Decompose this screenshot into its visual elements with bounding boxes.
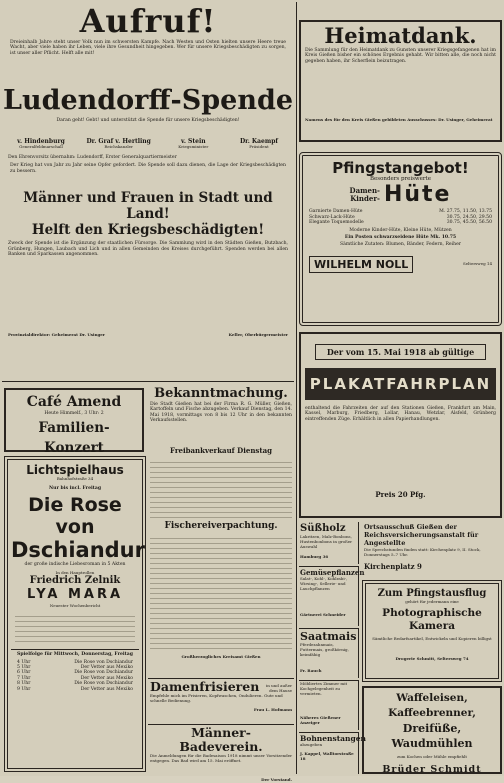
price-row (309, 220, 492, 225)
zimmer-body: Möbliertes Zimmer mit Kochgelegenheit zu vermieten. (300, 681, 348, 696)
plakat-price: Preis 20 Pfg. (375, 490, 426, 499)
schedule-title: Der Vetter aus Mexiko (80, 686, 133, 692)
footer-left: Provinzialdirektor: Geheimerat Dr. Usinger (8, 332, 105, 338)
bekannt-sign: Großherzogliches Kreisamt Gießen (181, 654, 261, 659)
zimmer-sign: Näheres Gießener Anzeiger (300, 715, 341, 725)
gemuese-sign: Gärtnerei Schneider (300, 612, 346, 617)
schedule-time: 6 Uhr (17, 670, 31, 676)
orts-addr: Kirchenplatz 9 (364, 562, 422, 571)
price-value: M. 27.75, 11.50, 13.75 (439, 209, 492, 215)
aufruf-honor: Den Ehrenvorsitz übernahm: Ludendorff, Erster Generalquartiermeister (8, 154, 177, 160)
kino-street: Bahnhofstraße 34 (56, 476, 94, 481)
saatmais-title: Saatmais (300, 630, 357, 643)
heimatdank-title: Heimatdank. (324, 23, 477, 48)
maenner-title: Männer-Badeverein. (179, 725, 263, 754)
saatmais-body: Pferdezahnmais, Futtermais, großkörnig, keimfähig (300, 642, 349, 657)
pfingst-addr: Seltersweg 14 (462, 260, 492, 266)
kino-actor-1: Friedrich Zelnik (29, 575, 121, 587)
schedule-title: Die Rose von Dschiandur (74, 670, 133, 676)
aufruf-intro: Dreieinhalb Jahre steht unser Volk nun im schwersten Kampfe. Nach Westen und Osten hielten unsere Heere treue Wacht, aber viele haben ihr Leben, viele ihre Gesundheit hingegeben. Wer für unsere Kriegsbeschädigten zu sorgen, ist unser aller Pflicht. Helft alle mit! (10, 40, 286, 56)
schedule-time: 7 Uhr (17, 675, 31, 681)
kino-title: Lichtspielhaus (26, 463, 124, 477)
damen-sub: in und außer dem Hause (265, 683, 292, 694)
orts-title: Ortsausschuß Gießen der Reichsversicherungsanstalt für Angestellte (364, 523, 479, 547)
kino-box (4, 456, 146, 772)
signer-name: Dr. Kaempf (239, 138, 278, 145)
signer-name: v. Stein (181, 138, 206, 145)
signer-3 (161, 138, 225, 150)
damen-title: Damenfrisieren (150, 679, 260, 694)
schedule-title: Die Rose von Dschiandur (74, 681, 133, 687)
cafe-info: Heute Himmelf., 3 Uhr: 2 (44, 411, 104, 416)
bohnen-sub: abzugeben (300, 742, 323, 747)
bekannt-section (148, 384, 294, 674)
schedule-time: 5 Uhr (17, 665, 31, 671)
bohnen-title: Bohnenstangen (300, 734, 366, 743)
kino-schedule (11, 658, 139, 694)
schedule-title: Die Rose von Dschiandur (74, 659, 133, 665)
gemuese-body: Salat-, Kohl-, Kohlrabi-, Wirsing-, Sellerie- und Lauchpflanzen (300, 576, 348, 591)
schedule-title: Der Vetter aus Mexiko (80, 665, 133, 671)
waffel-sub: zum Kochen oder Mühle empfiehlt (397, 754, 467, 759)
kino-film-sub: der große indische Liebesroman in 5 Akten (24, 562, 126, 568)
aufruf-title: Aufruf! (79, 2, 217, 40)
suess-section (299, 522, 359, 564)
saatmais-sign: Fr. Rauch (300, 668, 322, 673)
cafe-box (4, 388, 144, 457)
orts-section (362, 522, 502, 576)
pfingst-box (299, 152, 502, 326)
footer-right: Keller, Oberbürgermeister (228, 332, 288, 338)
aufruf-body: Zweck der Spende ist die Ergänzung der staatlichen Fürsorge. Die Sammlung wird in den Städten Gießen, Butzbach, Grünberg, Hungen, Laubach und Lich und in allen Gemeinden des Kreises durchgeführt. Spenden werden bei allen Banken und Sparkassen angenommen. (8, 241, 288, 258)
kino-actor-intro: In den Hauptrollen (55, 569, 95, 575)
bekannt-table (150, 458, 292, 518)
signer-1 (6, 138, 76, 150)
waffel-shop: Brüder Schmidt (382, 763, 482, 775)
pfingst-hats-heading (309, 184, 492, 206)
damen-body: Empfehle mich im Frisieren, Kopfwaschen, Ondulieren. Gute und schnelle Bedienung. (150, 693, 283, 703)
plakat-date-line: Der vom 15. Mai 1918 ab gültige (315, 344, 486, 360)
kino-extra: Neuester Wochenbericht (49, 603, 101, 609)
suess-addr: Hamburg 36 (300, 554, 329, 559)
damen-sign: Frau L. Hofmann (253, 707, 292, 712)
maenner-sign: Der Vorstand. (261, 777, 292, 782)
kino-film-1: Die Rose von (28, 494, 122, 539)
saatmais-section (299, 628, 359, 678)
kino-film-2: Dschiandur (11, 538, 145, 563)
aufruf-sub: Daran geht! Gebt! und unterstützt die Spende für unsere Kriegsbeschädigten! (56, 118, 240, 123)
bohnen-sign: J. Kappel, Walltorstraße 18 (300, 750, 354, 761)
plakat-box (299, 332, 502, 518)
kino-programme-lines (15, 612, 135, 646)
aufruf-text2: Der Krieg hat von Jahr zu Jahr seine Opfer gefordert. Die Spende soll dazu dienen, die Lage der Kriegsbeschädigten zu bessern. (10, 163, 286, 174)
pfingst-huete: Hüte (383, 182, 452, 208)
kamera-body: Sämtliche Bedarfsartikel, Entwickeln und Kopieren billigst (372, 635, 492, 641)
aufruf-footer (2, 333, 294, 338)
suess-body: Lakritzen, Malz-Bonbons, Hustenbonbons in großer Auswahl (300, 534, 353, 549)
suess-title: Süßholz (300, 523, 346, 534)
signer-2 (79, 138, 159, 150)
bekannt-sub1: Freibankverkauf Dienstag (169, 446, 273, 455)
gemuese-title: Gemüsepflanzen (300, 568, 365, 577)
pfingst-sub: Besonders preiswerte (370, 176, 431, 182)
pfingst-kinder: Kinder- (350, 194, 380, 204)
damen-section (148, 678, 294, 722)
kino-note: Nur bis incl. Freitag (48, 485, 102, 491)
signer-role: Kriegsminister (178, 144, 209, 149)
pfingst-offer: Ein Posten schwarzseidene Hüte Mk. 10.75 (344, 235, 457, 241)
aufruf-appeal-2: Helft den Kriegsbeschädigten! (31, 222, 265, 239)
aufruf-headline: Ludendorff-Spende (2, 85, 294, 116)
maenner-section (148, 724, 294, 782)
maenner-body: Die Anmeldungen für die Badesaison 1918 nimmt unser Vorsitzender entgegen. Das Bad wird am 15. Mai eröffnet. (150, 753, 292, 763)
plakat-title: PLAKATFAHRPLAN (305, 368, 496, 400)
signer-role: Präsident (249, 144, 269, 149)
pfingst-shop: WILHELM NOLL (309, 256, 413, 273)
pfingst-shop-line (309, 256, 492, 273)
kamera-sub: gehört für jedermann eine (405, 599, 459, 604)
signer-role: Generalfeldmarschall (19, 144, 63, 149)
kamera-box (362, 580, 502, 682)
heimatdank-box (299, 20, 502, 142)
signer-4 (228, 138, 290, 150)
signer-role: Reichskanzler (104, 144, 133, 149)
schedule-title: Der Vetter aus Mexiko (80, 675, 133, 681)
kamera-title-2: Photographische Kamera (382, 606, 482, 632)
signer-name: Dr. Graf v. Hertling (86, 138, 151, 145)
aufruf-signers (2, 132, 294, 150)
orts-body: Die Sprechstunden finden statt: Kirchenplatz 9, II. Stock, Donnerstags 5–7 Uhr. (364, 547, 481, 557)
pfingst-extra: Sämtliche Zutaten: Blumen, Bänder, Federn, Reiher (339, 242, 461, 248)
schedule-row (17, 687, 133, 692)
divider (296, 2, 297, 774)
pfingst-title: Pfingstangebot! (332, 159, 469, 177)
schedule-time: 9 Uhr (17, 686, 31, 692)
cafe-name: Café Amend (26, 394, 122, 410)
signer-name: v. Hindenburg (17, 138, 65, 145)
gemuese-section (299, 566, 365, 626)
bekannt-body: Die Stadt Gießen hat bei der Firma R. G. Müller, Gießen, Kartoffeln und Fische abzugeben. Verkauf Dienstag, den 14. Mai 1918, vormittags von 8 bis 12 Uhr in den bekannten Verkaufsstellen. (150, 402, 292, 424)
kino-actor-2: LYA MARA (26, 587, 124, 603)
pfingst-more: Moderne Kinder-Hüte, Kleine Hüte, Mützen (349, 227, 452, 233)
cafe-event: Familien-Konzert (38, 420, 110, 457)
aufruf-section (2, 2, 294, 380)
waffel-box (362, 686, 502, 774)
schedule-time: 8 Uhr (17, 681, 31, 687)
kamera-title-1: Zum Pfingstausflug (377, 588, 487, 599)
waffel-line-2: Dreifüße, Waudmühlen (391, 722, 473, 750)
price-label: Garnierte Damen-Hüte (309, 209, 363, 215)
bekannt-title: Bekanntmachung. (154, 386, 288, 401)
price-label: Schwarz-Lack-Hüte (309, 214, 355, 220)
bekannt-sub2: Fischereiverpachtung. (164, 521, 278, 531)
price-value: 30.75, 24.50, 29.50 (446, 214, 492, 220)
bekannt-body-lines (150, 534, 292, 652)
price-label: Elegante Toquemodelle (309, 220, 364, 226)
bohnen-section (299, 732, 366, 774)
waffel-line-1: Waffeleisen, Kaffeebrenner, (388, 692, 476, 719)
pfingst-damen: Damen- (349, 186, 380, 196)
divider (2, 381, 294, 382)
price-value: 30.75, 45.50, 56.50 (446, 220, 492, 226)
heimatdank-body: Die Sammlung für den Heimatdank zu Gunsten unserer Kriegsgefangenen hat im Kreis Gießen bisher ein schönes Ergebnis gehabt. Wir bitten alle, die noch nicht gegeben haben, ihr Scherflein beizutragen. (305, 48, 496, 64)
zimmer-section (299, 680, 359, 730)
plakat-body: enthaltend die Fahrzeiten der auf den Stationen Gießen, Frankfurt am Main, Kassel, Marburg, Friedberg, Lollar, Hanau, Wetzlar, Alsfeld, Grünberg eintreffenden Züge. Erhältlich in allen Papierhandlungen. (305, 406, 496, 422)
heimatdank-sign: Namens des für den Kreis Gießen gebildeten Ausschusses: Dr. Usinger, Geheimerat (305, 117, 493, 122)
kamera-shop: Drogerie Schmitt, Seltersweg 74 (395, 655, 469, 661)
kino-schedule-title: Spielfolge für Mittwoch, Donnerstag, Freitag (11, 649, 139, 657)
schedule-time: 4 Uhr (17, 659, 31, 665)
pfingst-prices (309, 209, 492, 225)
aufruf-appeal-1: Männer und Frauen in Stadt und Land! (23, 190, 273, 223)
